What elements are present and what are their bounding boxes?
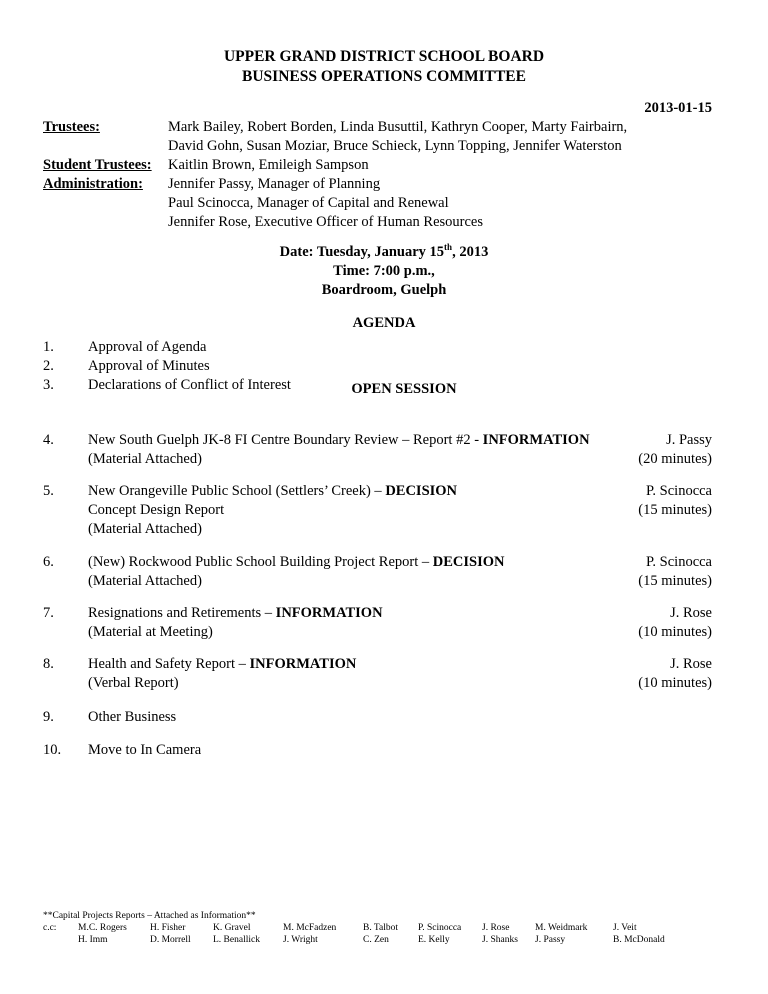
agenda-item-presenter: J. Rose	[670, 656, 712, 672]
cc-name: M.C. Rogers	[78, 923, 127, 933]
cc-name: H. Imm	[78, 935, 108, 945]
agenda-item-number: 9.	[43, 709, 54, 725]
agenda-item-presenter: J. Passy	[666, 432, 712, 448]
agenda-item-number: 6.	[43, 554, 54, 570]
cc-name: M. McFadzen	[283, 923, 337, 933]
cc-name: J. Passy	[535, 935, 566, 945]
cc-label: c.c:	[43, 923, 57, 933]
agenda-item-number: 7.	[43, 605, 54, 621]
cc-name: J. Shanks	[482, 935, 518, 945]
agenda-item	[0, 655, 768, 695]
meeting-time: Time: 7:00 p.m.,	[333, 263, 435, 279]
agenda-item-title: Other Business	[88, 709, 177, 725]
agenda-item-note: (Material Attached)	[88, 451, 202, 467]
cc-name: J. Rose	[482, 923, 510, 933]
agenda-item-note: (Material at Meeting)	[88, 624, 213, 640]
agenda-item-duration: (15 minutes)	[638, 502, 712, 518]
agenda-item-presenter: P. Scinocca	[645, 554, 712, 570]
list-item-text: Approval of Minutes	[88, 358, 210, 374]
trustees-names-line1: Mark Bailey, Robert Borden, Linda Busuttil, Kathryn Cooper, Marty Fairbairn,	[168, 119, 628, 135]
administration-label: Administration:	[43, 176, 143, 192]
agenda-item-number: 8.	[43, 656, 54, 672]
agenda-item-title: New Orangeville Public School (Settlers’ Creek) – DECISION	[88, 483, 458, 499]
agenda-item-note: (Material Attached)	[88, 521, 202, 537]
list-item-number: 2.	[43, 358, 54, 374]
agenda-item-duration: (10 minutes)	[638, 624, 712, 640]
student-trustees-names: Kaitlin Brown, Emileigh Sampson	[168, 157, 369, 173]
agenda-item	[0, 431, 768, 471]
agenda-item-title: New South Guelph JK-8 FI Centre Boundary Review – Report #2 - INFORMATION	[88, 432, 590, 448]
agenda-item-duration: (20 minutes)	[638, 451, 712, 467]
meeting-date-code: 2013-01-15	[644, 100, 712, 116]
agenda-heading: AGENDA	[352, 315, 416, 331]
cc-name: B. McDonald	[613, 935, 665, 945]
cc-name: B. Talbot	[363, 923, 399, 933]
agenda-item-number: 4.	[43, 432, 54, 448]
agenda-item-duration: (10 minutes)	[638, 675, 712, 691]
cc-name: K. Gravel	[213, 923, 251, 933]
agenda-item-note: (Material Attached)	[88, 573, 202, 589]
administration-line3: Jennifer Rose, Executive Officer of Human Resources	[168, 214, 483, 230]
agenda-item	[0, 482, 768, 542]
cc-name: J. Veit	[613, 923, 637, 933]
open-session-heading: OPEN SESSION	[351, 381, 457, 397]
agenda-item-number: 5.	[43, 483, 54, 499]
cc-name: E. Kelly	[418, 935, 450, 945]
meeting-date: Date: Tuesday, January 15th, 2013	[279, 242, 489, 260]
administration-line2: Paul Scinocca, Manager of Capital and Renewal	[168, 195, 449, 211]
agenda-item-duration: (15 minutes)	[638, 573, 712, 589]
cc-name: P. Scinocca	[418, 923, 462, 933]
agenda-item-title: Resignations and Retirements – INFORMATION	[88, 605, 383, 621]
agenda-item-title: (New) Rockwood Public School Building Project Report – DECISION	[88, 554, 505, 570]
board-title: UPPER GRAND DISTRICT SCHOOL BOARD	[223, 48, 545, 65]
cc-name: J. Wright	[283, 935, 318, 945]
list-item-number: 3.	[43, 377, 54, 393]
agenda-item	[0, 741, 768, 761]
trustees-label: Trustees:	[43, 119, 100, 135]
footer-note: **Capital Projects Reports – Attached as Information**	[43, 911, 256, 921]
agenda-item	[0, 604, 768, 644]
administration-line1: Jennifer Passy, Manager of Planning	[168, 176, 381, 192]
cc-name: C. Zen	[363, 935, 389, 945]
list-item-text: Declarations of Conflict of Interest	[88, 377, 291, 393]
cc-name: D. Morrell	[150, 935, 191, 945]
agenda-item-presenter: J. Rose	[670, 605, 712, 621]
cc-name: H. Fisher	[150, 923, 186, 933]
agenda-item-presenter: P. Scinocca	[645, 483, 712, 499]
committee-title: BUSINESS OPERATIONS COMMITTEE	[242, 68, 526, 85]
meeting-location: Boardroom, Guelph	[321, 282, 447, 298]
agenda-item	[0, 553, 768, 593]
trustees-names-line2: David Gohn, Susan Moziar, Bruce Schieck, Lynn Topping, Jennifer Waterston	[168, 138, 622, 154]
agenda-item-title: Health and Safety Report – INFORMATION	[88, 656, 357, 672]
agenda-item	[0, 708, 768, 728]
agenda-item-number: 10.	[43, 742, 62, 758]
list-item-number: 1.	[43, 339, 54, 355]
list-item-text: Approval of Agenda	[88, 339, 207, 355]
agenda-item-note: Concept Design Report	[88, 502, 225, 518]
cc-name: L. Benallick	[213, 935, 260, 945]
agenda-item-title: Move to In Camera	[88, 742, 202, 758]
student-trustees-label: Student Trustees:	[43, 157, 152, 173]
cc-name: M. Weidmark	[535, 923, 588, 933]
agenda-item-note: (Verbal Report)	[88, 675, 179, 691]
